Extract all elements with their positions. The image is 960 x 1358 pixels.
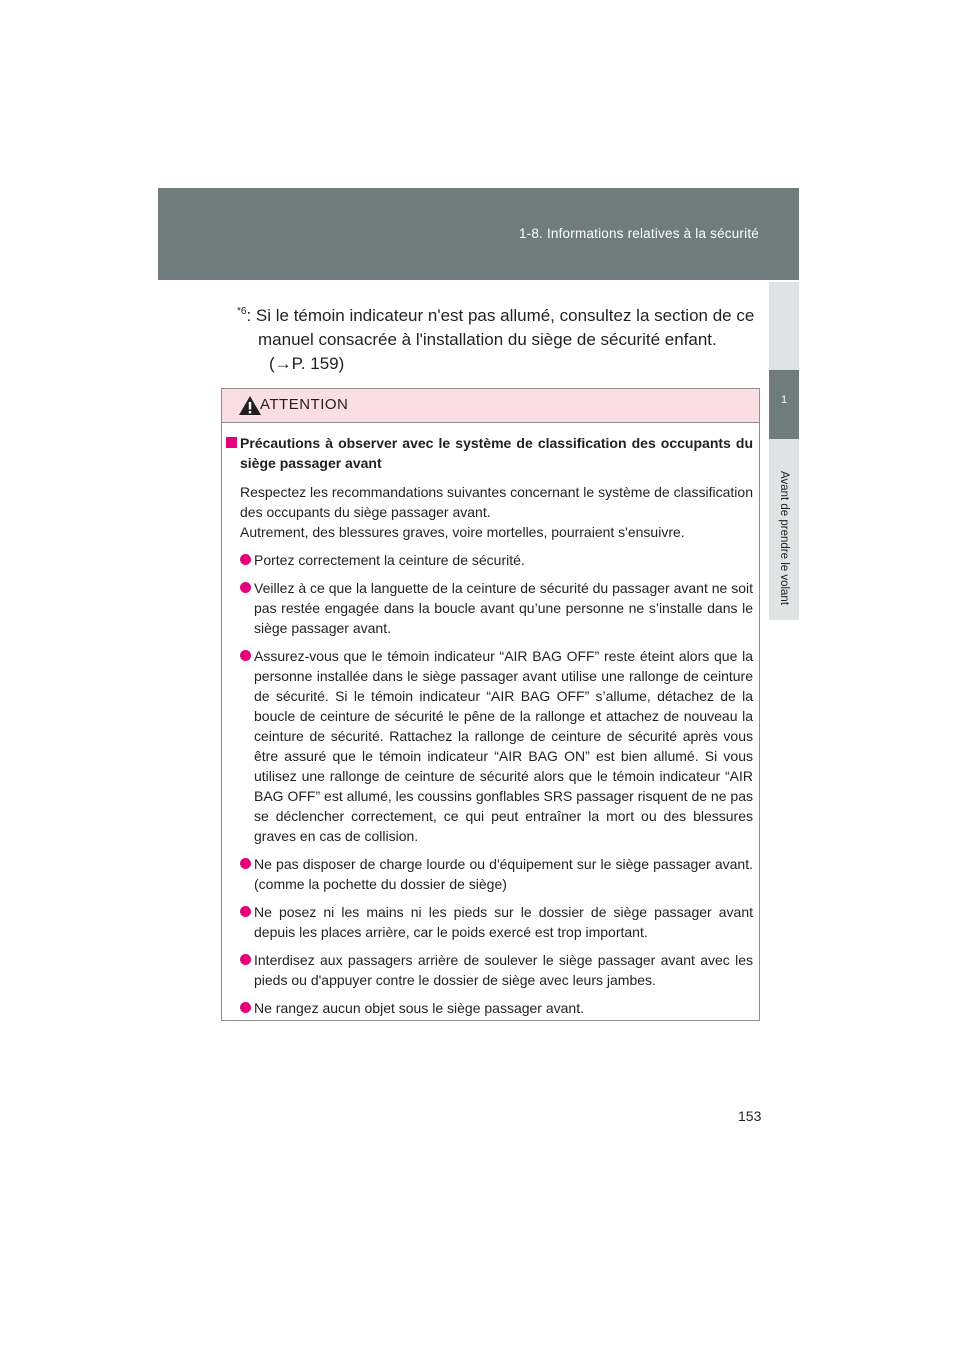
- round-bullet-icon: [240, 954, 251, 965]
- footnote: [237, 300, 757, 376]
- chapter-number: 1: [769, 370, 799, 439]
- warning-triangle-icon: [238, 395, 262, 416]
- list-item: [240, 902, 753, 942]
- round-bullet-icon: [240, 582, 251, 593]
- list-item: [240, 950, 753, 990]
- round-bullet-icon: [240, 906, 251, 917]
- warning-header: [222, 389, 759, 423]
- list-item-text: Ne pas disposer de charge lourde ou d'équipement sur le siège passager avant. (comme la pochette du dossier de siège): [254, 856, 753, 892]
- list-item: [240, 550, 753, 570]
- list-item: [240, 854, 753, 894]
- warning-heading: ATTENTION: [260, 396, 349, 413]
- warning-intro: [231, 482, 753, 542]
- list-item: [240, 646, 753, 846]
- list-item-text: Ne rangez aucun objet sous le siège passager avant.: [254, 1000, 584, 1016]
- list-item-text: Interdisez aux passagers arrière de soulever le siège passager avant avec les pieds ou d'appuyer contre le dossier de siège avec leurs jambes.: [254, 952, 753, 988]
- section-title: 1-8. Informations relatives à la sécurité: [518, 226, 759, 241]
- round-bullet-icon: [240, 554, 251, 565]
- warning-body: [222, 423, 759, 1018]
- list-item-text: Assurez-vous que le témoin indicateur “AIR BAG OFF” reste éteint alors que la personne installée dans le siège passager avant utilise une rallonge de ceinture de sécurité. Si le témoin indicateur “AIR BAG OFF” s’allume, détachez de la boucle de ceinture de sécurité le pêne de la rallonge et attachez de nouveau la ceinture de sécurité. Rattachez la rallonge de ceinture de sécurité après vous être assuré que le témoin indicateur “AIR BAG ON” est bien allumé. Si vous utilisez une rallonge de ceinture de sécurité alors que le témoin indicateur “AIR BAG OFF” est allumé, les coussins gonflables SRS passager risquent de ne pas se déclencher correctement, ce qui peut entraîner la mort ou des blessures graves en cas de collision.: [254, 648, 753, 844]
- footnote-text-1: : Si le témoin indicateur n'est pas allumé, consultez la section de ce: [246, 306, 755, 325]
- page-header: [158, 188, 799, 280]
- warning-box: [221, 388, 760, 1021]
- footnote-marker: *6: [237, 306, 247, 317]
- list-item-text: Veillez à ce que la languette de la ceinture de sécurité du passager avant ne soit pas restée engagée dans la boucle avant qu’une personne ne s’installe dans le siège passager avant.: [254, 580, 753, 636]
- warning-intro-line-2: Autrement, des blessures graves, voire mortelles, pourraient s'ensuivre.: [240, 524, 685, 540]
- list-item-text: Ne posez ni les mains ni les pieds sur le dossier de siège passager avant depuis les places arrière, car le poids exercé est trop important.: [254, 904, 753, 940]
- list-item: [240, 578, 753, 638]
- round-bullet-icon: [240, 650, 251, 661]
- footnote-page-reference: (→P. 159): [269, 354, 345, 373]
- warning-section-title-text: Précautions à observer avec le système de classification des occupants du siège passager avant: [240, 435, 753, 471]
- footnote-line-1: [237, 300, 757, 328]
- warning-bullet-list: [231, 550, 753, 1018]
- warning-section-title: [231, 433, 753, 473]
- page-number: 153: [738, 1108, 762, 1124]
- footnote-line-2: manuel consacrée à l'installation du siège de sécurité enfant.: [258, 330, 717, 349]
- round-bullet-icon: [240, 858, 251, 869]
- chapter-label: Avant de prendre le volant: [778, 470, 790, 606]
- round-bullet-icon: [240, 1002, 251, 1013]
- square-bullet-icon: [226, 437, 237, 448]
- warning-intro-line-1: Respectez les recommandations suivantes concernant le système de classification des occupants du siège passager avant.: [240, 484, 753, 520]
- list-item: [240, 998, 753, 1018]
- list-item-text: Portez correctement la ceinture de sécurité.: [254, 552, 525, 568]
